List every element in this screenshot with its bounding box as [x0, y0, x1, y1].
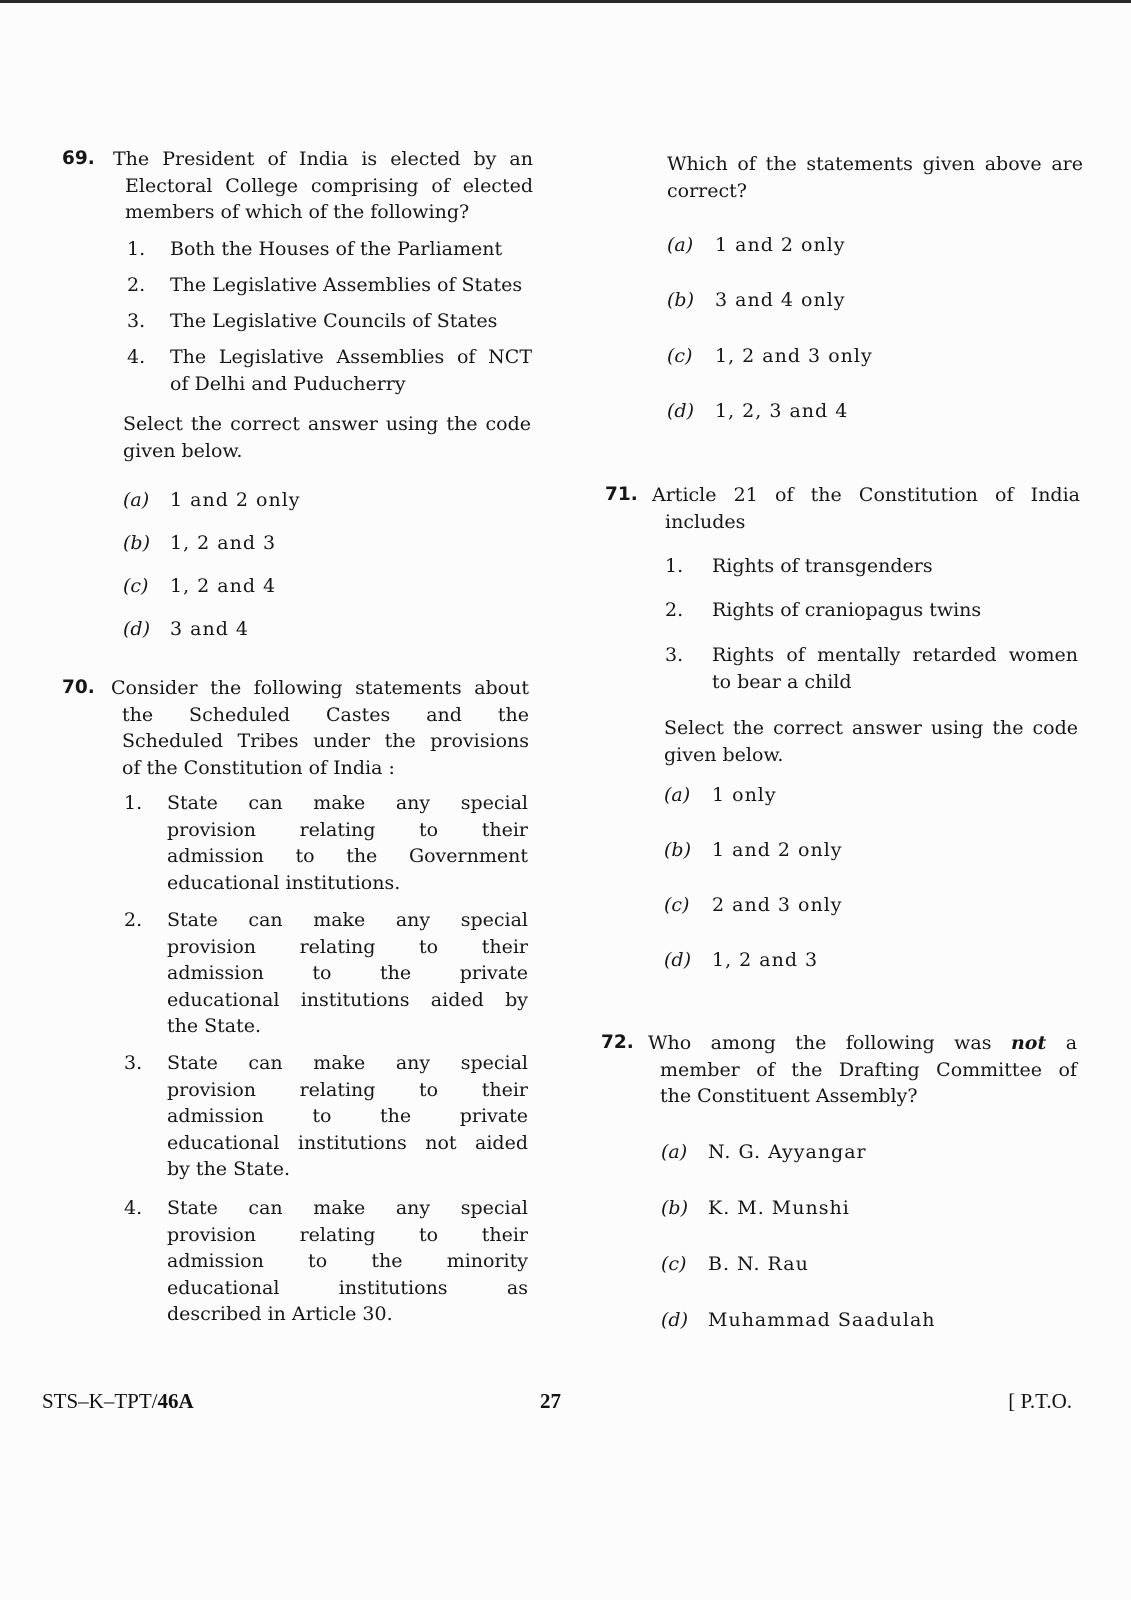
option-label: (c) [664, 894, 690, 916]
text-line: State can make any special [167, 1052, 528, 1074]
question-stem [113, 146, 533, 226]
item-text [170, 272, 532, 299]
option-text: 1, 2 and 3 only [715, 345, 873, 367]
item-number: 4. [124, 1197, 143, 1219]
text-line: correct? [667, 179, 747, 202]
text-line: admission to the Government [167, 845, 528, 867]
item-number: 3. [124, 1052, 143, 1074]
text-line: admission to the private [167, 962, 528, 984]
text-line: by the State. [167, 1158, 290, 1180]
item-text [167, 790, 528, 896]
option-label: (b) [661, 1197, 688, 1219]
option-text: 1 and 2 only [712, 839, 843, 861]
question-number: 72. [601, 1032, 634, 1053]
item-text [167, 907, 528, 1040]
text-line: provision relating to their [167, 1078, 528, 1101]
item-number: 1. [124, 792, 143, 814]
text-line: Electoral College comprising of elected [125, 174, 533, 197]
text-line: educational institutions not aided [167, 1131, 528, 1154]
option-label: (d) [667, 400, 694, 422]
option-label: (a) [661, 1141, 688, 1163]
question-stem [111, 675, 529, 781]
answer-instruction [123, 411, 531, 464]
text-line: Consider the following statements about [111, 677, 529, 699]
option-text: N. G. Ayyangar [708, 1141, 867, 1163]
text-line: members of which of the following? [125, 201, 470, 223]
item-text [712, 553, 1078, 580]
stem-continuation [660, 1057, 1077, 1110]
option-label: (d) [661, 1309, 688, 1331]
option-label: (c) [667, 345, 693, 367]
question-stem [648, 1030, 1078, 1110]
item-number: 2. [124, 909, 143, 931]
page-number [540, 1388, 561, 1414]
text-line: Rights of transgenders [712, 555, 933, 577]
text-line: given below. [664, 743, 784, 766]
option-label: (a) [667, 234, 694, 256]
option-text: Muhammad Saadulah [708, 1309, 936, 1331]
option-label: (b) [664, 839, 691, 861]
item-text [167, 1195, 528, 1328]
text-line: of Delhi and Puducherry [170, 372, 406, 395]
text-line: includes [665, 510, 746, 533]
text-line: the Constituent Assembly? [660, 1085, 918, 1107]
text-line: provision relating to their [167, 935, 528, 958]
option-text: 1, 2 and 3 [170, 532, 277, 554]
question-number: 71. [605, 484, 638, 505]
text-line: educational institutions aided by [167, 988, 528, 1011]
option-text: 3 and 4 [170, 618, 249, 640]
text-line: educational institutions as [167, 1276, 528, 1299]
text-line: given below. [123, 439, 243, 462]
item-number: 2. [127, 274, 146, 296]
item-text [170, 344, 532, 397]
option-text: 1 only [712, 784, 777, 806]
stem-emphasis: not [1010, 1032, 1047, 1054]
text-line: admission to the minority [167, 1250, 528, 1272]
text-line: provision relating to their [167, 1223, 528, 1246]
item-text [170, 236, 532, 263]
text-line: the State. [167, 1015, 262, 1037]
item-text [712, 642, 1078, 695]
stem-text: a [1065, 1032, 1078, 1054]
text-line: Both the Houses of the Parliament [170, 238, 503, 260]
scan-edge [0, 0, 1131, 3]
option-text: 1, 2 and 3 [712, 949, 819, 971]
please-turn-over: [ P.T.O. [1008, 1389, 1072, 1413]
option-label: (b) [123, 532, 150, 554]
option-text: B. N. Rau [708, 1253, 809, 1275]
text-line: The Legislative Assemblies of NCT [170, 346, 532, 368]
booklet-code-prefix: STS–K–TPT/ [42, 1389, 158, 1413]
item-number: 1. [127, 238, 146, 260]
option-text: 2 and 3 only [712, 894, 843, 916]
booklet-code [42, 1388, 194, 1414]
item-number: 3. [665, 644, 684, 666]
option-label: (c) [661, 1253, 687, 1275]
text-line: The Legislative Assemblies of States [170, 274, 523, 296]
option-label: (b) [667, 289, 694, 311]
option-label: (c) [123, 575, 149, 597]
option-label: (d) [664, 949, 691, 971]
text-line: State can make any special [167, 909, 528, 931]
option-label: (a) [664, 784, 691, 806]
text-line: Which of the statements given above are [667, 153, 1083, 175]
text-line: Rights of craniopagus twins [712, 599, 982, 621]
item-number: 4. [127, 346, 146, 368]
text-line: Select the correct answer using the code [123, 413, 531, 435]
text-line: admission to the private [167, 1105, 528, 1127]
item-text [167, 1050, 528, 1183]
option-text: 1, 2 and 4 [170, 575, 277, 597]
text-line: State can make any special [167, 792, 528, 814]
text-line: Rights of mentally retarded women [712, 644, 1078, 666]
item-text [170, 308, 532, 335]
booklet-code-series: 46A [157, 1389, 194, 1413]
text-line: The President of India is elected by an [113, 148, 533, 170]
question-prompt [667, 151, 1083, 204]
option-label: (d) [123, 618, 150, 640]
option-text: 1, 2, 3 and 4 [715, 400, 849, 422]
text-line: the Scheduled Castes and the [122, 703, 529, 726]
option-text: 1 and 2 only [715, 234, 846, 256]
text-line: Scheduled Tribes under the provisions [122, 730, 529, 752]
item-number: 2. [665, 599, 684, 621]
text-line: The Legislative Councils of States [170, 310, 498, 332]
question-number: 69. [62, 148, 95, 169]
text-line: Select the correct answer using the code [664, 717, 1078, 739]
text-line: educational institutions. [167, 871, 401, 894]
answer-instruction [664, 715, 1078, 768]
item-text [712, 597, 1078, 624]
option-text: 1 and 2 only [170, 489, 301, 511]
text-line: State can make any special [167, 1197, 528, 1219]
text-line: member of the Drafting Committee of [660, 1058, 1077, 1081]
question-number: 70. [62, 677, 95, 698]
text-line: described in Article 30. [167, 1303, 393, 1325]
text-line [648, 1030, 1077, 1057]
option-text: 3 and 4 only [715, 289, 846, 311]
question-stem [652, 482, 1080, 535]
text-line: to bear a child [712, 670, 852, 693]
text-line: provision relating to their [167, 818, 528, 841]
item-number: 3. [127, 310, 146, 332]
text-line: of the Constitution of India : [122, 756, 395, 779]
option-label: (a) [123, 489, 150, 511]
item-number: 1. [665, 555, 684, 577]
option-text: K. M. Munshi [708, 1197, 850, 1219]
text-line: Article 21 of the Constitution of India [652, 484, 1080, 506]
stem-text: Who among the following was [648, 1032, 992, 1054]
page-number-text: 27 [540, 1389, 561, 1413]
